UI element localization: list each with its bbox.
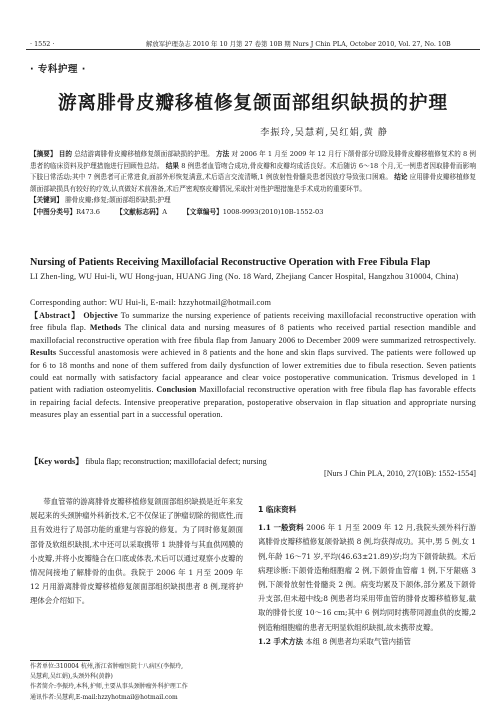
article-no-value: 1008-9993(2010)10B-1552-03 <box>222 207 324 216</box>
subsection-general-data <box>258 521 476 635</box>
general-data-text: 2006 年 1 月至 2009 年 12 月,我院头颈外科行游离腓骨皮瓣移植修复颌骨缺损 8 例,均获得成功。其中,男 5 例,女 1 例,年龄 16～71 岁,平均(46.63±21.89)岁;均为下颌骨缺损。术后病理诊断:下颌骨造釉细胞瘤 2 例,下颌骨血管瘤 1 例,下牙龈癌 3 例,下颌骨放射性骨髓炎 2 例。病变均累及下颌体,部分累及下颌骨升支部,但未超中线;8 例患者均采用带血管的腓骨皮瓣移植修复,截取的腓骨长度 10～16 cm;其中 6 例均同时携带同源血供的皮瓣,2 例造釉细胞瘤的患者无明显软组织缺损,故未携带皮瓣。 <box>258 523 477 632</box>
purpose-label: 目的 <box>58 150 73 158</box>
en-methods-label: Methods <box>89 323 122 333</box>
doc-code-label: 【文献标志码】 <box>116 207 163 216</box>
en-conclusion-label: Conclusion <box>156 385 197 395</box>
method-label: 方法 <box>215 150 230 158</box>
classification-line <box>30 207 476 219</box>
en-objective-text: To summarize the nursing experience of patients receiving maxillofacial reconstructive operation with free fibula flap. <box>30 311 476 333</box>
keywords-text: 腓骨皮瓣;修复;颌面部组织缺损;护理 <box>65 196 171 204</box>
result-label: 结果 <box>165 161 180 170</box>
doc-code-value: A <box>162 207 168 216</box>
subsection-heading-general-data: 1.1 一般资料 <box>258 523 304 533</box>
article-title: 游离腓骨皮瓣移植修复颌面部组织缺损的护理 <box>57 93 448 114</box>
author-footnote <box>30 662 243 703</box>
footnote-line: 作者单位:310004 杭州,浙江省肿瘤医院十八病区(李振玲, <box>30 663 183 670</box>
keywords-label: 【关键词】 <box>30 196 63 204</box>
en-results-label: Results <box>30 348 57 358</box>
conclusion-text: 应用腓骨皮瓣移植修复颌面部缺损具有较好的疗效,认真做好术前准备,术后严密观察皮瓣情况,采取针对性护理措施是手术成功的重要环节。 <box>30 173 477 193</box>
intro-paragraph: 带血管蒂的游离腓骨皮瓣移植修复颌面部组织缺损是近年来发展起来的头颈肿瘤外科新技术,它不仅保证了肿瘤切除的彻底性,而且有效进行了局部功能的重建与容貌的修复。为了同时修复颌面部骨及软组织缺损,术中还可以采取携带 1 块腓骨与其血供网膜的小皮瓣,并将小皮瓣缝合在口底或体表,术后可以通过观察小皮瓣的情况间接地了解腓骨的血供。我院于 2006 年 1 月至 2009 年 12 月用游离腓骨皮瓣移植修复颌面部组织缺损患者 8 例,现将护理体会介绍如下。 <box>30 497 243 606</box>
clc-label: 【中图分类号】 <box>30 207 77 216</box>
en-keywords-label: 【Key words】 <box>30 457 84 466</box>
article-no-label: 【文章编号】 <box>183 207 223 216</box>
footnote-divider <box>30 660 90 661</box>
english-abstract <box>30 310 476 422</box>
citation-line: [Nurs J Chin PLA, 2010, 27(10B): 1552-1554] <box>324 469 476 478</box>
en-objective-label: Objective <box>83 311 118 320</box>
purpose-text: 总结游离腓骨皮瓣移植修复颌面部缺损的护理。 <box>74 150 214 158</box>
chinese-abstract <box>30 149 476 218</box>
right-column <box>258 494 476 649</box>
en-conclusion-text: Maxillofacial reconstructive operation with free fibula flap has favorable effects in repairing facial defects. Intensive preoperative preparation, postoperative observaion in flap situation and appropriate nursing measures play an essential part in a successful operation. <box>30 385 476 420</box>
conclusion-label: 结论 <box>394 173 408 181</box>
author-list: 李振玲,吴慧莉,吴红娟,黄 静 <box>260 127 388 138</box>
running-header <box>26 38 480 50</box>
en-results-text: Successful anastomosis were achieved in 8 patients and the hone and skin flaps survived. The patients were followed up for 6 to 18 months and none of them suffered from daily dysfunction of lower extremities due to fibula resection. Seven patients could eat normally with satisfactory facial appearance and clear voice postoperative communication. Trismus developed in 1 patient with radiation osteomyelitis. <box>30 348 476 395</box>
method-text: 对 2006 年 1 月至 2009 年 12 月行下颌骨部分切除及腓骨皮瓣移植修复术的 8 例患者的临床资料及护理措施进行回顾性总结。 <box>30 150 476 170</box>
abstract-label: 【摘要】 <box>30 150 57 158</box>
english-keywords <box>30 456 476 469</box>
page-number: · 1552 · <box>30 40 55 48</box>
section-heading-clinical-data: 1 临床资料 <box>258 505 297 514</box>
footnote-line: 通讯作者:吴慧莉,E-mail:hzzyhotmail@hotmail.com <box>30 693 178 701</box>
result-text: 8 例患者血管吻合成功,骨皮瓣和皮瓣均成活良好。术后随访 6～18 个月,无一例患者因取腓骨而影响下肢日常活动;其中 7 例患者可正常进食,面部外形恢复满意,术后语言交流清晰,1 例放射性骨髓炎患者因放疗导致张口困难。 <box>30 161 476 181</box>
english-authors: LI Zhen-ling, WU Hui-li, WU Hong-juan, HUANG Jing (No. 18 Ward, Zhejiang Cancer Hospital, Hangzhou 310004, China) <box>30 272 459 281</box>
corresponding-author: Corresponding author: WU Hui-li, E-mail: hzzyhotmail@hotmail.com <box>30 298 272 307</box>
surgical-method-text: 本组 8 例患者均采取气管内插管 <box>305 636 411 646</box>
journal-citation-line: 解放军护理杂志 2010 年 10 月第 27 卷第 10B 期 Nurs J Chin PLA, October 2010, Vol. 27, No. 10B <box>146 40 451 48</box>
footnote-line: 吴慧莉,吴红娟),头颈外科(黄静) <box>30 673 113 681</box>
subsection-heading-surgical-method: 1.2 手术方法 <box>258 636 303 646</box>
subsection-surgical-method <box>258 635 476 649</box>
en-abstract-label: 【Abstract】 <box>30 311 81 320</box>
en-keywords-text: fibula flap; reconstruction; maxillofacial defect; nursing <box>85 457 267 466</box>
english-title: Nursing of Patients Receiving Maxillofacial Reconstructive Operation with Free Fibula Flap <box>30 257 431 268</box>
en-methods-text: The clinical data and nursing measures of 8 patients who received partial resection mandible and maxillofacial reconstructive operation with free fibula flap from January 2006 to December 2009 were summarized retrospectively. <box>30 323 476 345</box>
clc-value: R473.6 <box>76 207 100 216</box>
footnote-line: 作者简介:李振玲,本科,护师,主要从事头颈肿瘤外科护理工作 <box>30 683 188 691</box>
column-tag: · 专科护理 · <box>30 64 86 75</box>
